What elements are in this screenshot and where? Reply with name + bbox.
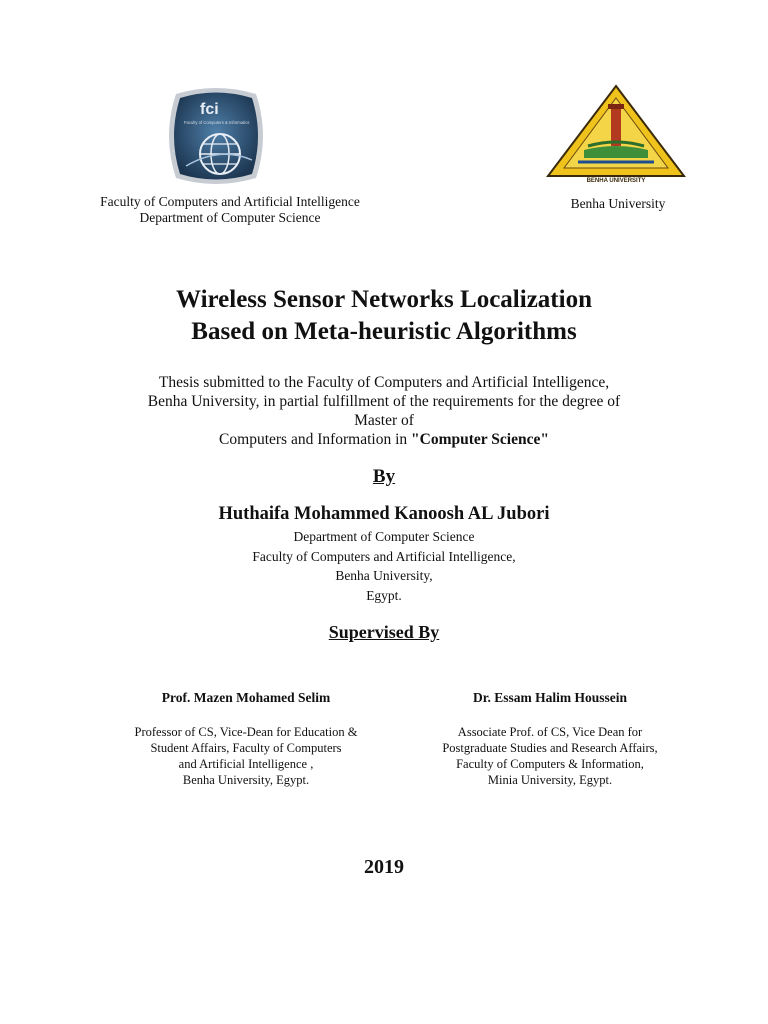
supervisor-1-details (100, 724, 392, 788)
affiliation-line: Benha University, (335, 568, 433, 583)
svg-text:Faculty of Computers & Informa: Faculty of Computers & Informatics (184, 120, 250, 125)
faculty-name: Faculty of Computers and Artificial Intelligence (100, 194, 360, 209)
affiliation-line: Egypt. (366, 587, 402, 603)
author-affiliation (0, 527, 768, 605)
thesis-line-2: Benha University, in partial fulfillment of the requirements for the degree of (147, 393, 621, 410)
supervisor-detail-line: Postgraduate Studies and Research Affairs, (442, 741, 658, 755)
supervisor-detail-line: and Artificial Intelligence , (178, 757, 314, 771)
supervisor-detail-line: Faculty of Computers & Information, (456, 757, 644, 771)
affiliation-line: Faculty of Computers and Artificial Intelligence, (252, 548, 516, 564)
thesis-statement (80, 373, 688, 449)
faculty-department-header (60, 194, 400, 226)
university-name: Benha University (570, 196, 666, 211)
supervisor-2-name: Dr. Essam Halim Houssein (472, 690, 628, 705)
by-label: By (372, 466, 396, 487)
thesis-title (0, 284, 768, 348)
supervisor-detail-line: Associate Prof. of CS, Vice Dean for (457, 725, 643, 739)
thesis-line-3: Master of (354, 412, 414, 429)
supervised-by-label: Supervised By (328, 622, 440, 642)
supervisor-detail-line: Benha University, Egypt. (182, 773, 310, 787)
benha-university-logo (544, 84, 688, 184)
author-name: Huthaifa Mohammed Kanoosh AL Jubori (218, 504, 550, 524)
thesis-line-4 (80, 430, 688, 449)
title-line-1: Wireless Sensor Networks Localization (176, 286, 592, 313)
thesis-degree-prefix: Computers and Information in (219, 431, 412, 448)
affiliation-line: Department of Computer Science (293, 529, 475, 544)
fci-logo (160, 84, 272, 188)
supervisor-detail-line: Minia University, Egypt. (487, 773, 613, 787)
year: 2019 (364, 856, 404, 878)
department-name: Department of Computer Science (139, 210, 321, 225)
svg-text:BENHA UNIVERSITY: BENHA UNIVERSITY (586, 178, 646, 184)
supervisor-detail-line: Student Affairs, Faculty of Computers (150, 741, 342, 755)
supervisor-1-name: Prof. Mazen Mohamed Selim (161, 690, 331, 705)
supervisor-detail-line: Professor of CS, Vice-Dean for Education & (134, 725, 358, 739)
thesis-degree-field: "Computer Science" (411, 431, 549, 448)
title-line-2: Based on Meta-heuristic Algorithms (191, 318, 577, 345)
svg-text:fci: fci (200, 101, 219, 118)
thesis-line-1: Thesis submitted to the Faculty of Computers and Artificial Intelligence, (158, 374, 610, 391)
supervisor-2-details (404, 724, 696, 788)
